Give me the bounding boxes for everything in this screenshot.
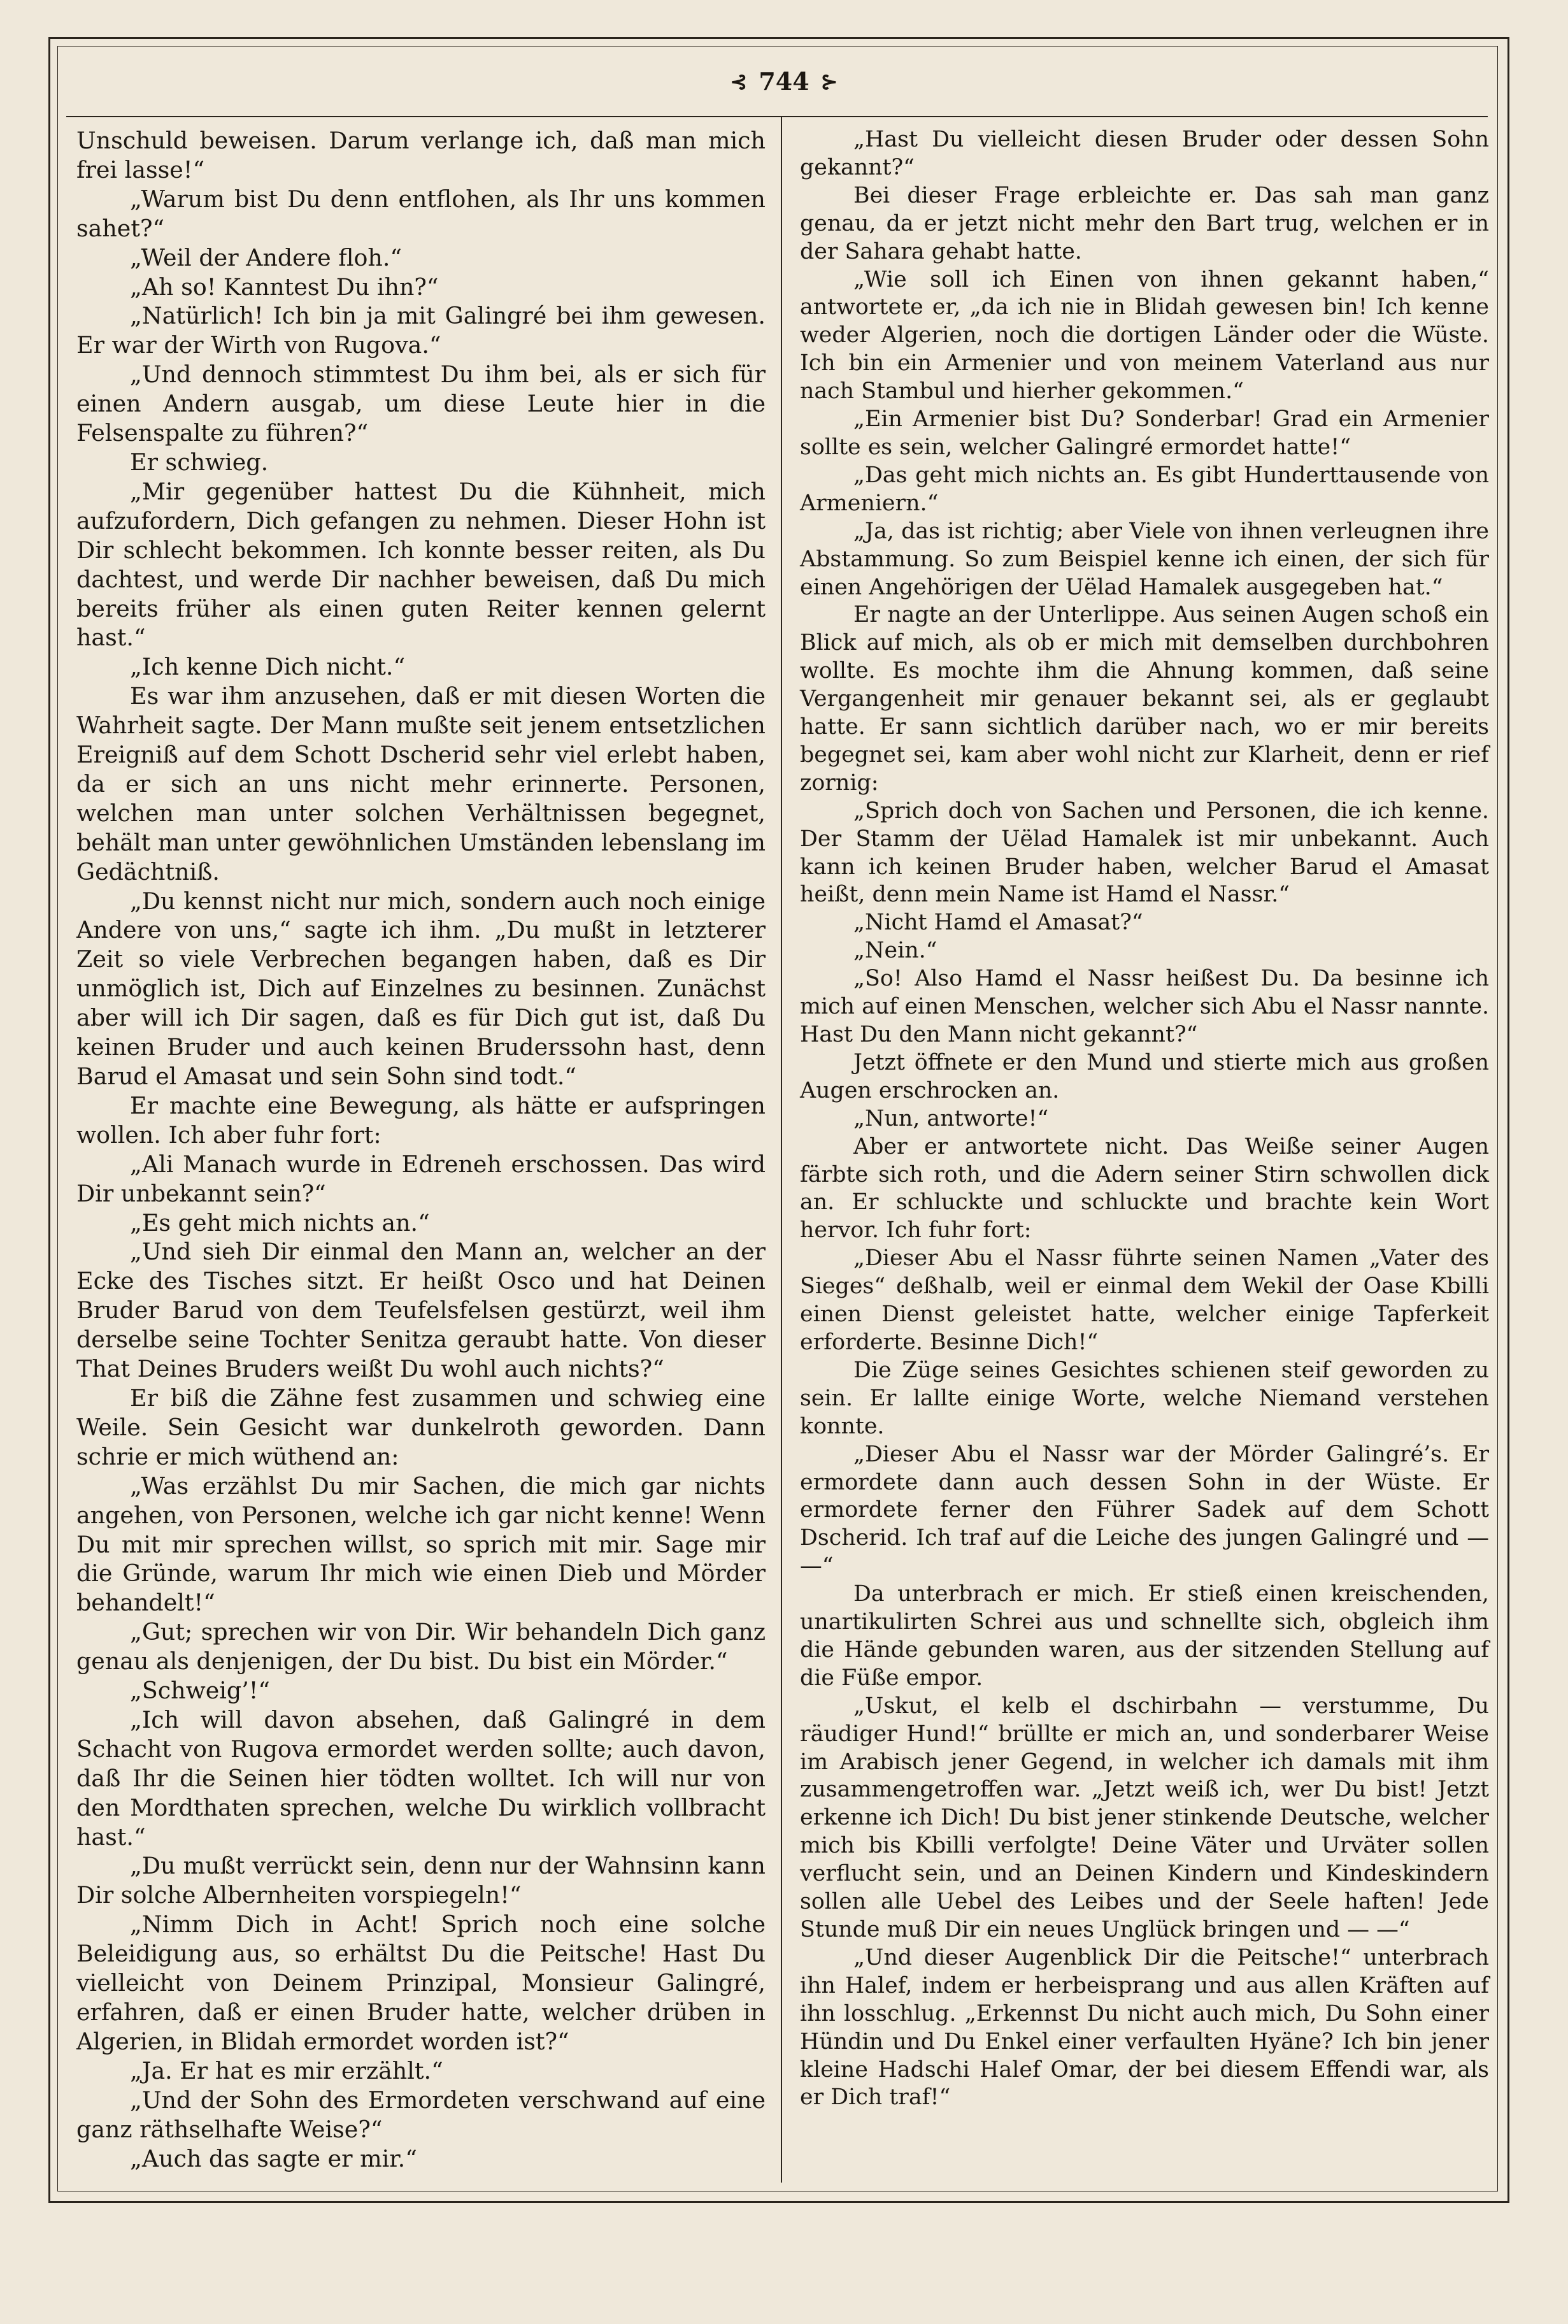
paragraph: „Schweig’!“: [130, 1677, 271, 1705]
paragraph: „Und der Sohn des Ermordeten verschwand auf eine ganz räthselhafte Weise?“: [76, 2086, 766, 2143]
paragraph: „Was erzählst Du mir Sachen, die mich gar nichts angehen, von Personen, welche ich gar nicht kenne! Wenn Du mit mir sprechen willst, so sprich mit mir. Sage mir die Gründe, warum Ihr mich wie einen Dieb und Mörder behandelt!“: [76, 1472, 766, 1617]
paragraph: „Dieser Abu el Nassr war der Mörder Galingré’s. Er ermordete dann auch dessen Sohn in der Wüste. Er ermordete ferner den Führer Sadek auf dem Schott Dscherid. Ich traf auf die Leiche des jungen Galingré und — —“: [800, 1441, 1489, 1579]
paragraph: „Hast Du vielleicht diesen Bruder oder dessen Sohn gekannt?“: [800, 127, 1489, 180]
paragraph: „Mir gegenüber hattest Du die Kühnheit, mich aufzufordern, Dich gefangen zu nehmen. Dieser Hohn ist Dir schlecht bekommen. Ich konnte besser reiten, als Du dachtest, und werde Dir nachher beweisen, daß Du mich bereits früher als einen guten Reiter kennen gelernt hast.“: [76, 477, 766, 652]
paragraph: „Dieser Abu el Nassr führte seinen Namen „Vater des Sieges“ deßhalb, weil er einmal dem Wekil der Oase Kbilli einen Dienst geleistet hatte, welcher einige Tapferkeit erforderte. Besinne Dich!“: [800, 1245, 1489, 1355]
paragraph: „Ah so! Kanntest Du ihn?“: [130, 273, 439, 301]
paragraph: „So! Also Hamd el Nassr heißest Du. Da besinne ich mich auf einen Menschen, welcher sich Abu el Nassr nannte. Hast Du den Mann nicht gekannt?“: [800, 966, 1489, 1047]
paragraph: Es war ihm anzusehen, daß er mit diesen Worten die Wahrheit sagte. Der Mann mußte seit jenem entsetzlichen Ereigniß auf dem Schott Dscherid sehr viel erlebt haben, da er sich an uns nicht mehr erinnerte. Personen, welchen man unter solchen Verhältnissen begegnet, behält man unter gewöhnlichen Umständen lebenslang im Gedächtniß.: [76, 682, 766, 886]
paragraph: „Und sieh Dir einmal den Mann an, welcher an der Ecke des Tisches sitzt. Er heißt Osco und hat Deinen Bruder Barud von dem Teufelsfelsen gestürzt, weil ihm derselbe seine Tochter Senitza geraubt hatte. Von dieser That Deines Bruders weißt Du wohl auch nichts?“: [76, 1238, 766, 1383]
paragraph: „Wie soll ich Einen von ihnen gekannt haben,“ antwortete er, „da ich nie in Blidah gewesen bin! Ich kenne weder Algerien, noch die dortigen Länder oder die Wüste. Ich bin ein Armenier und von meinem Vaterland aus nur nach Stambul und hierher gekommen.“: [800, 266, 1489, 405]
paragraph: Bei dieser Frage erbleichte er. Das sah man ganz genau, da er jetzt nicht mehr den Bart trug, welchen er in der Sahara gehabt hatte.: [800, 182, 1489, 264]
paragraph: Er machte eine Bewegung, als hätte er aufspringen wollen. Ich aber fuhr fort:: [76, 1091, 766, 1149]
paragraph: „Und dennoch stimmtest Du ihm bei, als er sich für einen Andern ausgab, um diese Leute hier in die Felsenspalte zu führen?“: [76, 361, 766, 447]
paragraph: Er nagte an der Unterlippe. Aus seinen Augen schoß ein Blick auf mich, als ob er mich mit demselben durchbohren wollte. Es mochte ihm die Ahnung kommen, daß seine Vergangenheit mir genauer bekannt sei, als er geglaubt hatte. Er sann sichtlich darüber nach, wo er mir bereits begegnet sei, kam aber wohl nicht zur Klarheit, denn er rief zornig:: [800, 602, 1489, 796]
paragraph: „Nimm Dich in Acht! Sprich noch eine solche Beleidigung aus, so erhältst Du die Peitsche! Hast Du vielleicht von Deinem Prinzipal, Monsieur Galingré, erfahren, daß er einen Bruder hatte, welcher drüben in Algerien, in Blidah ermordet worden ist?“: [76, 1911, 766, 2055]
page-header: [0, 64, 1568, 97]
paragraph: „Ja. Er hat es mir erzählt.“: [130, 2056, 443, 2084]
paragraph: Jetzt öffnete er den Mund und stierte mich aus großen Augen erschrocken an.: [800, 1049, 1489, 1103]
paragraph: „Ich will davon absehen, daß Galingré in dem Schacht von Rugova ermordet werden sollte; auch davon, daß Ihr die Seinen hier tödten wolltet. Ich will nur von den Mordthaten sprechen, welche Du wirklich vollbracht hast.“: [76, 1705, 766, 1851]
column-divider: [781, 117, 782, 2183]
paragraph: „Nein.“: [853, 938, 937, 964]
paragraph: Unschuld beweisen. Darum verlange ich, daß man mich frei lasse!“: [76, 127, 766, 183]
paragraph: „Ein Armenier bist Du? Sonderbar! Grad ein Armenier sollte es sein, welcher Galingré ermordet hatte!“: [800, 406, 1489, 460]
paragraph: Er biß die Zähne fest zusammen und schwieg eine Weile. Sein Gesicht war dunkelroth geworden. Dann schrie er mich wüthend an:: [76, 1384, 766, 1470]
paragraph: „Du kennst nicht nur mich, sondern auch noch einige Andere von uns,“ sagte ich ihm. „Du mußt in letzterer Zeit so viele Verbrechen begangen haben, daß es Dir unmöglich ist, Dich auf Einzelnes zu besinnen. Zunächst aber will ich Dir sagen, daß es für Dich gut ist, daß Du keinen Bruder und auch keinen Bruderssohn hast, denn Barud el Amasat und sein Sohn sind todt.“: [76, 887, 766, 1090]
paragraph: „Ja, das ist richtig; aber Viele von ihnen verleugnen ihre Abstammung. So zum Beispiel kenne ich einen, der sich für einen Angehörigen der Uëlad Hamalek ausgegeben hat.“: [800, 518, 1489, 600]
paragraph: „Natürlich! Ich bin ja mit Galingré bei ihm gewesen. Er war der Wirth von Rugova.“: [76, 302, 766, 359]
paragraph: „Auch das sagte er mir.“: [130, 2144, 417, 2172]
paragraph: „Das geht mich nichts an. Es gibt Hunderttausende von Armeniern.“: [800, 462, 1489, 516]
paragraph: „Sprich doch von Sachen und Personen, die ich kenne. Der Stamm der Uëlad Hamalek ist mir unbekannt. Auch kann ich keinen Bruder haben, welcher Barud el Amasat heißt, denn mein Name ist Hamd el Nassr.“: [800, 798, 1489, 908]
paragraph: „Nun, antworte!“: [853, 1105, 1049, 1131]
paragraph: „Warum bist Du denn entflohen, als Ihr uns kommen sahet?“: [76, 185, 766, 242]
paragraph: Er schwieg.: [130, 448, 269, 476]
paragraph: „Ich kenne Dich nicht.“: [130, 653, 406, 681]
paragraph: „Weil der Andere floh.“: [130, 243, 403, 271]
left-column: [76, 126, 766, 2173]
right-column: [800, 126, 1489, 2112]
page-number: 744: [759, 66, 809, 96]
paragraph: Da unterbrach er mich. Er stieß einen kreischenden, unartikulirten Schrei aus und schnellte sich, obgleich ihm die Hände gebunden waren, aus der sitzenden Stellung auf die Füße empor.: [800, 1581, 1489, 1691]
paragraph: „Ali Manach wurde in Edreneh erschossen. Das wird Dir unbekannt sein?“: [76, 1150, 766, 1207]
paragraph: „Und dieser Augenblick Dir die Peitsche!“ unterbrach ihn Halef, indem er herbeisprang und aus allen Kräften auf ihn losschlug. „Erkennst Du nicht auch mich, Du Sohn einer Hündin und Du Enkel einer verfaulten Hyäne? Ich bin jener kleine Hadschi Halef Omar, der bei diesem Effendi war, als er Dich traf!“: [800, 1944, 1489, 2111]
paragraph: „Es geht mich nichts an.“: [130, 1209, 430, 1237]
ornament-left-icon: ⊰: [730, 69, 748, 94]
paragraph: Aber er antwortete nicht. Das Weiße seiner Augen färbte sich roth, und die Adern seiner Stirn schwollen dick an. Er schluckte und schluckte und brachte kein Wort hervor. Ich fuhr fort:: [800, 1133, 1489, 1244]
paragraph: „Du mußt verrückt sein, denn nur der Wahnsinn kann Dir solche Albernheiten vorspiegeln!“: [76, 1852, 766, 1909]
header-rule: [66, 116, 1488, 117]
paragraph: „Nicht Hamd el Amasat?“: [853, 910, 1143, 936]
paragraph: „Uskut, el kelb el dschirbahn — verstumme, Du räudiger Hund!“ brüllte er mich an, und sonderbarer Weise im Arabisch jener Gegend, in welcher ich damals mit ihm zusammengetroffen war. „Jetzt weiß ich, wer Du bist! Jetzt erkenne ich Dich! Du bist jener stinkende Deutsche, welcher mich bis Kbilli verfolgte! Deine Väter und Urväter sollen verflucht sein, und an Deinen Kindern und Kindeskindern sollen alle Uebel des Leibes und der Seele haften! Jede Stunde muß Dir ein neues Unglück bringen und — —“: [800, 1693, 1489, 1942]
paragraph: Die Züge seines Gesichtes schienen steif geworden zu sein. Er lallte einige Worte, welche Niemand verstehen konnte.: [800, 1357, 1489, 1439]
paragraph: „Gut; sprechen wir von Dir. Wir behandeln Dich ganz genau als denjenigen, der Du bist. Du bist ein Mörder.“: [76, 1618, 766, 1675]
ornament-right-icon: ⊱: [820, 69, 838, 94]
